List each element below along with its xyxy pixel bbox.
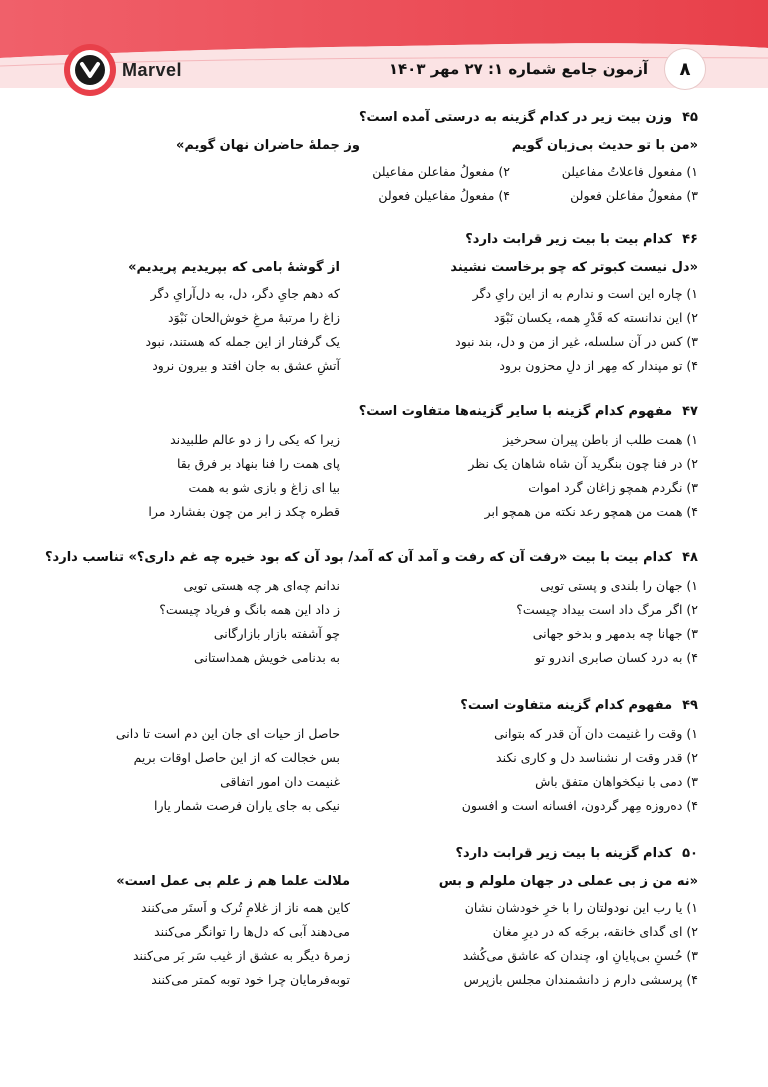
question-number: ۴۹ — [682, 698, 698, 713]
question-number: ۴۸ — [682, 550, 698, 565]
question-number: ۵۰ — [682, 846, 698, 861]
question-text: وزن بیت زیر در کدام گزینه به درستی آمده است؟ — [359, 110, 673, 125]
question-text: مفهوم کدام گزینه با سایر گزینه‌ها متفاوت است؟ — [358, 404, 673, 419]
option-1[interactable]: ۱) جهان را بلندی و پستی تویی — [540, 578, 698, 593]
option-4-second: آتشِ عشق به جان افتد و بیرون نرود — [152, 358, 340, 373]
question-header — [456, 846, 699, 861]
option-3-second: چو آشفته بازار بازارگانی — [213, 626, 340, 641]
option-3[interactable]: ۳) جهانا چه بدمهر و بدخو جهانی — [532, 626, 698, 641]
verse-first-hemistich: «دل نیست کبوتر که چو برخاست نشیند — [450, 260, 698, 275]
question-text: کدام بیت با بیت زیر قرابت دارد؟ — [465, 232, 673, 247]
verse-second-hemistich: از گوشهٔ بامی که بپریدیم پریدیم» — [128, 260, 340, 275]
question-text: مفهوم کدام گزینه متفاوت است؟ — [460, 698, 673, 713]
option-3-second: غنیمت دان امور اتفاقی — [220, 774, 340, 789]
option-2-second: بس خجالت که از این حاصل اوقات بریم — [133, 750, 340, 765]
option-3[interactable]: ۳) نگردم همچو زاغان گرد اموات — [528, 480, 698, 495]
option-4-second: نیکی به جای یاران فرصت شمار یارا — [154, 798, 340, 813]
option-3[interactable]: ۳) حُسنِ بی‌پایانِ او، چندان که عاشق می‌کُشد — [462, 948, 698, 963]
option-2-second: زاغ را مرتبهٔ مرغِ خوش‌الحان نَبْوَد — [168, 310, 340, 325]
verse-second-hemistich: ملالت علما هم ز علم بی عمل است» — [116, 874, 350, 889]
option-2[interactable]: ۲) این ندانسته که قَدْرِ همه، یکسان نَبْوَد — [493, 310, 698, 325]
question-number: ۴۷ — [682, 404, 698, 419]
option-2-second: می‌دهند آبی که دل‌ها را توانگر می‌کنند — [154, 924, 350, 939]
option-3[interactable]: ۳) مفعولُ مفاعلن فعولن — [570, 188, 698, 203]
option-2-second: ز داد این همه بانگ و فریاد چیست؟ — [159, 602, 340, 617]
option-3[interactable]: ۳) دمی با نیکخواهان متفق باش — [535, 774, 698, 789]
question-header — [359, 110, 698, 125]
option-2[interactable]: ۲) قدر وقت ار نشناسد دل و کاری نکند — [496, 750, 698, 765]
option-1[interactable]: ۱) همت طلب از باطن پیران سحرخیز — [503, 432, 698, 447]
option-3-second: بیا ای زاغ و بازی شو به همت — [188, 480, 340, 495]
option-1-second: زیرا که یکی را ز دو عالم طلبیدند — [170, 432, 340, 447]
option-4-second: قطره چکد ز ابر من چون بفشارد مرا — [148, 504, 340, 519]
option-1-second: ندانم چه‌ای هر چه هستی تویی — [183, 578, 340, 593]
question-header — [359, 404, 698, 419]
option-1-second: که دهم جایِ دگر، دل، به دل‌آرایِ دگر — [150, 286, 340, 301]
option-2-second: پای همت را فنا بنهاد بر فرق بقا — [177, 456, 340, 471]
question-text: کدام بیت با بیت «رفت آن که رفت و آمد آن که آمد/ بود آن که بود خیره چه غم داری؟» تناسب دارد؟ — [45, 550, 673, 565]
option-2[interactable]: ۲) در فنا چون بنگرید آن شاه شاهان یک نظر — [468, 456, 698, 471]
verse-second-hemistich: وز جملهٔ حاضران نهان گویم» — [175, 138, 360, 153]
option-4[interactable]: ۴) تو مپندار که مِهر از دلِ محزون برود — [499, 358, 698, 373]
option-4[interactable]: ۴) ده‌روزه مِهر گردون، افسانه است و افسون — [461, 798, 698, 813]
option-4-second: توبه‌فرمایان چرا خود توبه کمتر می‌کنند — [151, 972, 350, 987]
option-1[interactable]: ۱) یا رب این نودولتان را با خرِ خودشان نشان — [464, 900, 698, 915]
option-2[interactable]: ۲) اگر مرگ داد است بیداد چیست؟ — [516, 602, 698, 617]
option-3-second: زمرهٔ دیگر به عشق از غیب سَر بَر می‌کنند — [132, 948, 350, 963]
option-1[interactable]: ۱) وقت را غنیمت دان آن قدر که بتوانی — [494, 726, 698, 741]
option-2[interactable]: ۲) مفعولُ مفاعلن مفاعیلن — [372, 164, 510, 179]
option-1[interactable]: ۱) چاره این است و ندارم به از این رایِ دگر — [472, 286, 698, 301]
option-4[interactable]: ۴) به درد کسان صابری اندرو تو — [535, 650, 698, 665]
option-4[interactable]: ۴) همت من همچو رعد نکته من همچو ابر — [484, 504, 698, 519]
question-number: ۴۶ — [682, 232, 698, 247]
option-4[interactable]: ۴) مفعولُ مفاعیلن فعولن — [378, 188, 510, 203]
verse-first-hemistich: «من با تو حدیث بی‌زبان گویم — [511, 138, 698, 153]
exam-title: آزمون جامع شماره ۱: ۲۷ مهر ۱۴۰۳ — [388, 60, 648, 78]
option-3[interactable]: ۳) کس در آن سلسله، غیر از من و دل، بند نبود — [455, 334, 698, 349]
option-1-second: حاصل از حیات ای جان این دم است تا دانی — [115, 726, 340, 741]
question-header — [460, 698, 698, 713]
verse-first-hemistich: «نه من ز بی عملی در جهان ملولم و بس — [438, 874, 698, 889]
brand-name: Marvel — [122, 60, 183, 80]
option-2[interactable]: ۲) ای گدای خانقه، برجَه که در دیرِ مغان — [492, 924, 698, 939]
option-4-second: به بدنامی خویش همداستانی — [194, 650, 340, 665]
question-header — [465, 232, 698, 247]
option-1-second: کاین همه ناز از غلامِ تُرک و اَستَر می‌کنند — [140, 900, 350, 915]
option-3-second: یک گرفتار از این جمله که هستند، نبود — [145, 334, 340, 349]
question-text: کدام گزینه با بیت زیر قرابت دارد؟ — [455, 846, 673, 861]
marvel-logo — [62, 42, 118, 98]
question-number: ۴۵ — [682, 110, 698, 125]
option-1[interactable]: ۱) مفعول فاعلاتُ مفاعیلن — [561, 164, 698, 179]
page-number: ۸ — [664, 48, 706, 90]
question-header — [45, 550, 698, 565]
option-4[interactable]: ۴) پرسشی دارم ز دانشمندان مجلس بازپرس — [463, 972, 698, 987]
